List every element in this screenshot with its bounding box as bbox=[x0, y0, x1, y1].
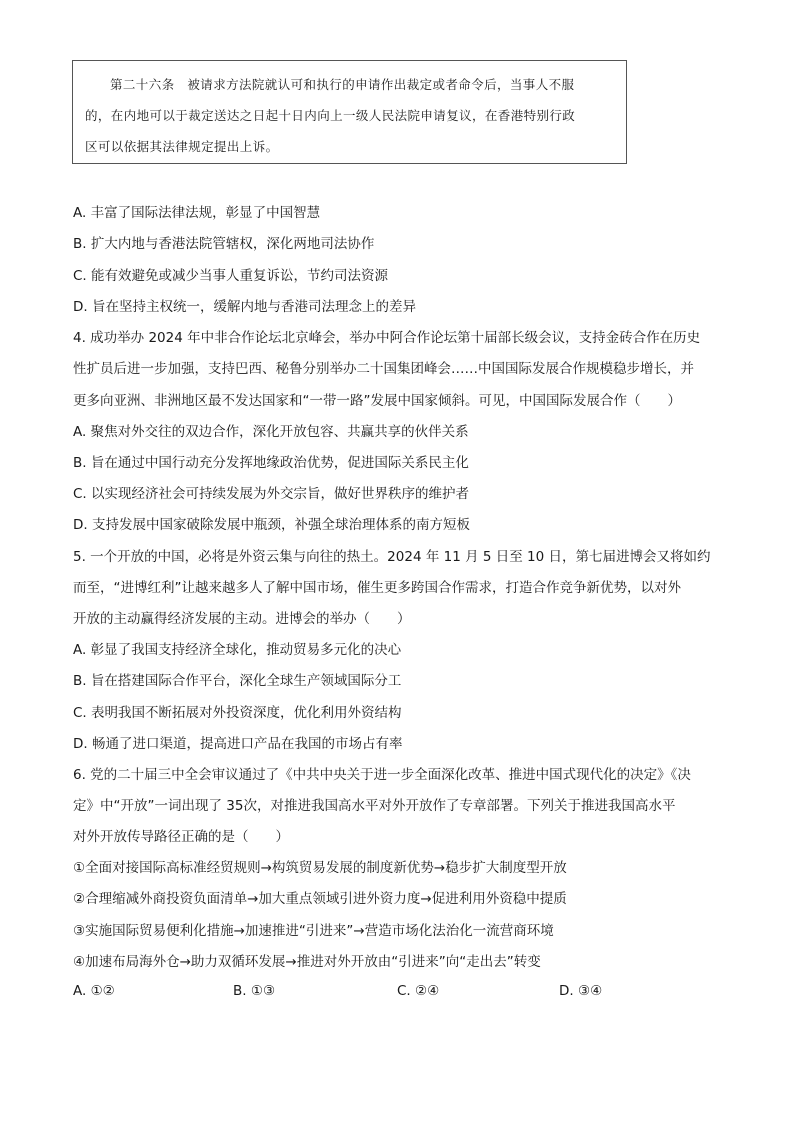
q6-stem: 对外开放传导路径正确的是（ ） bbox=[73, 829, 289, 845]
q6-item-2: ②合理缩减外商投资负面清单→加大重点领域引进外资力度→促进利用外资稳中提质 bbox=[73, 891, 567, 907]
q5-stem: 而至，“进博红利”让越来越多人了解中国市场，催生更多跨国合作需求，打造合作竞争新优势，以对外 bbox=[73, 580, 681, 596]
article-line: 第二十六条 被请求方法院就认可和执行的申请作出裁定或者命令后，当事人不服 bbox=[110, 77, 575, 92]
q5-stem: 开放的主动赢得经济发展的主动。进博会的举办（ ） bbox=[73, 611, 411, 627]
q4-stem: 性扩员后进一步加强，支持巴西、秘鲁分别举办二十国集团峰会……中国国际发展合作规模稳步增长，并 bbox=[73, 361, 694, 377]
q3-option-d: D. 旨在坚持主权统一，缓解内地与香港司法理念上的差异 bbox=[73, 299, 416, 315]
q6-item-3: ③实施国际贸易便利化措施→加速推进“引进来”→营造市场化法治化一流营商环境 bbox=[73, 923, 554, 939]
q4-option-c: C. 以实现经济社会可持续发展为外交宗旨，做好世界秩序的维护者 bbox=[73, 486, 470, 502]
q6-option-d: D. ③④ bbox=[559, 983, 603, 999]
q6-option-b: B. ①③ bbox=[233, 983, 276, 999]
q6-option-c: C. ②④ bbox=[397, 983, 440, 999]
q5-option-c: C. 表明我国不断拓展对外投资深度，优化利用外资结构 bbox=[73, 705, 402, 721]
q6-option-a: A. ①② bbox=[73, 983, 115, 999]
q5-option-b: B. 旨在搭建国际合作平台，深化全球生产领域国际分工 bbox=[73, 673, 402, 689]
q3-option-a: A. 丰富了国际法律法规，彰显了中国智慧 bbox=[73, 205, 321, 221]
q4-option-d: D. 支持发展中国家破除发展中瓶颈，补强全球治理体系的南方短板 bbox=[73, 517, 470, 533]
q4-stem: 4. 成功举办 2024 年中非合作论坛北京峰会，举办中阿合作论坛第十届部长级会议，支持金砖合作在历史 bbox=[73, 330, 701, 346]
q5-option-d: D. 畅通了进口渠道，提高进口产品在我国的市场占有率 bbox=[73, 736, 403, 752]
q3-option-b: B. 扩大内地与香港法院管辖权，深化两地司法协作 bbox=[73, 236, 375, 252]
q6-item-1: ①全面对接国际高标准经贸规则→构筑贸易发展的制度新优势→稳步扩大制度型开放 bbox=[73, 860, 567, 876]
q6-stem: 定》中“开放”一词出现了 35次，对推进我国高水平对外开放作了专章部署。下列关于推进我国高水平 bbox=[73, 798, 676, 814]
article-line: 的，在内地可以于裁定送达之日起十日内向上一级人民法院申请复议，在香港特别行政 bbox=[85, 108, 576, 123]
q6-item-4: ④加速布局海外仓→助力双循环发展→推进对外开放由“引进来”向“走出去”转变 bbox=[73, 954, 541, 970]
q4-option-a: A. 聚焦对外交往的双边合作，深化开放包容、共赢共享的伙伴关系 bbox=[73, 424, 469, 440]
q3-option-c: C. 能有效避免或减少当事人重复诉讼，节约司法资源 bbox=[73, 268, 389, 284]
q5-stem: 5. 一个开放的中国，必将是外资云集与向往的热土。2024 年 11 月 5 日至 10 日，第七届进博会又将如约 bbox=[73, 549, 711, 565]
q4-option-b: B. 旨在通过中国行动充分发挥地缘政治优势，促进国际关系民主化 bbox=[73, 455, 469, 471]
q5-option-a: A. 彰显了我国支持经济全球化，推动贸易多元化的决心 bbox=[73, 642, 402, 658]
legal-article-box bbox=[72, 60, 627, 164]
q4-stem: 更多向亚洲、非洲地区最不发达国家和“一带一路”发展中国家倾斜。可见，中国国际发展合作（ ） bbox=[73, 393, 681, 409]
q6-stem: 6. 党的二十届三中全会审议通过了《中共中央关于进一步全面深化改革、推进中国式现代化的决定》《决 bbox=[73, 767, 691, 783]
article-line: 区可以依据其法律规定提出上诉。 bbox=[85, 139, 279, 154]
